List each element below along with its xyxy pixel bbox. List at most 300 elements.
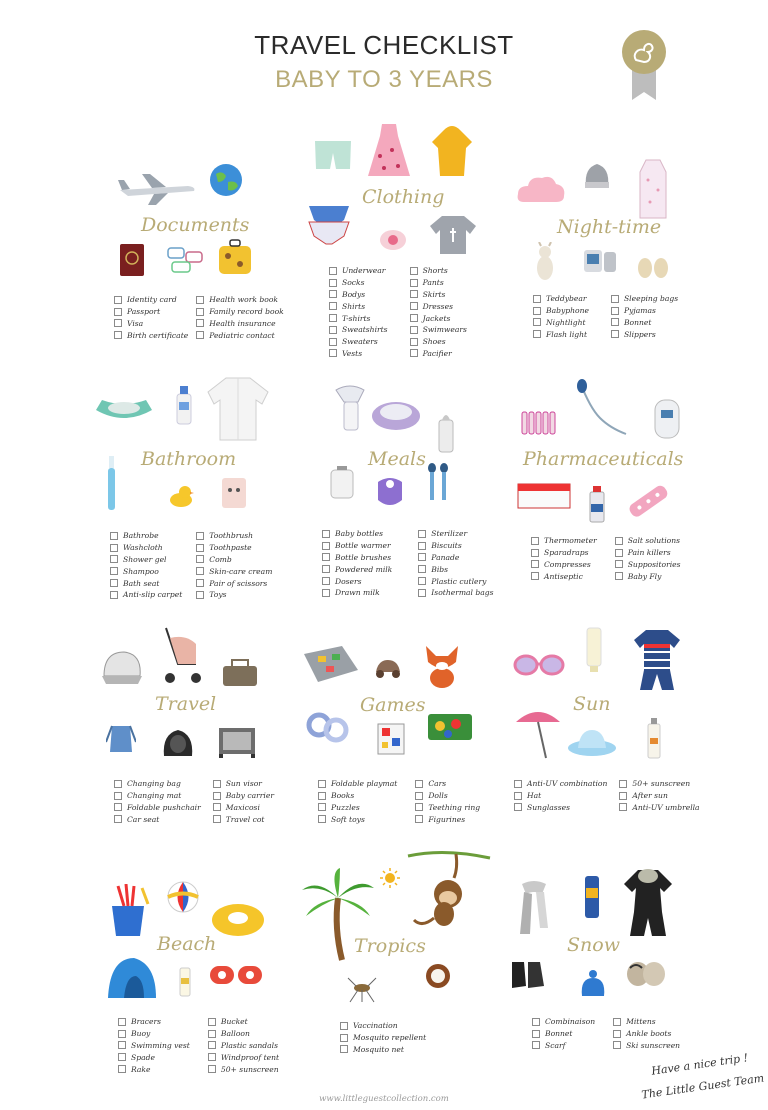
bib-icon (374, 476, 406, 515)
checklist-item[interactable]: Mittens (613, 1016, 680, 1028)
checkbox[interactable] (196, 331, 204, 339)
checklist-item[interactable]: Anti-slip carpet (110, 589, 182, 601)
signoff-line-1: Have a nice trip ! (650, 1051, 749, 1078)
sweater-icon (428, 212, 478, 261)
checklist-item[interactable]: Toothpaste (196, 542, 272, 554)
checklist-item[interactable]: Pacifier (410, 348, 467, 360)
checkbox[interactable] (514, 792, 522, 800)
checklist-column (196, 530, 272, 601)
checkbox[interactable] (208, 1053, 216, 1061)
travel-cot-icon (216, 724, 258, 765)
section-title-games: Games (360, 694, 426, 716)
plasters-icon (626, 482, 672, 527)
checkbox[interactable] (418, 530, 426, 538)
teething-ring-icon (306, 708, 350, 751)
umbrella-icon (514, 702, 562, 765)
checkbox[interactable] (410, 314, 418, 322)
checkbox[interactable] (118, 1065, 126, 1073)
checklist-item[interactable]: Swimming vest (118, 1040, 190, 1052)
raincoat-icon (428, 124, 476, 183)
checkbox[interactable] (531, 572, 539, 580)
checkbox[interactable] (613, 1041, 621, 1049)
bonnet-icon (582, 158, 612, 195)
checklist-beach (118, 1016, 279, 1075)
checklist-item[interactable]: Sterilizer (418, 528, 493, 540)
checkbox[interactable] (615, 549, 623, 557)
checkbox[interactable] (322, 542, 330, 550)
checkbox[interactable] (196, 308, 204, 316)
checklist-item[interactable]: Buoy (118, 1028, 190, 1040)
checkbox[interactable] (410, 338, 418, 346)
checklist-item[interactable]: Antiseptic (531, 570, 597, 582)
checklist-column (110, 530, 182, 601)
checkbox[interactable] (514, 803, 522, 811)
checklist-item[interactable]: Cars (415, 778, 480, 790)
checkbox[interactable] (415, 803, 423, 811)
checklist-item[interactable]: Dolls (415, 790, 480, 802)
checkbox[interactable] (110, 579, 118, 587)
shorts-icon (312, 137, 354, 178)
checkbox[interactable] (114, 815, 122, 823)
checklist-item[interactable]: Foldable pushchair (114, 802, 201, 814)
checkbox[interactable] (196, 544, 204, 552)
checklist-item[interactable]: Anti-UV combination (514, 778, 607, 790)
checklist-item[interactable]: T-shirts (329, 312, 388, 324)
checklist-item[interactable]: Sweaters (329, 336, 388, 348)
checklist-item[interactable]: Rake (118, 1063, 190, 1075)
puzzle-icon (426, 710, 474, 749)
footer-url[interactable]: www.littleguestcollection.com (319, 1094, 449, 1104)
checklist-item[interactable]: Babyphone (533, 305, 589, 317)
checkbox[interactable] (329, 349, 337, 357)
checkbox[interactable] (415, 815, 423, 823)
checkbox[interactable] (611, 295, 619, 303)
checkbox[interactable] (114, 308, 122, 316)
checklist-item[interactable]: Suppositories (615, 559, 681, 571)
checkbox[interactable] (329, 279, 337, 287)
checklist-item[interactable]: Drawn milk (322, 587, 392, 599)
checklist-item[interactable]: 50+ sunscreen (619, 778, 699, 790)
checklist-item[interactable]: Ankle boots (613, 1028, 680, 1040)
bath-seat-icon (94, 390, 154, 431)
checkbox[interactable] (340, 1022, 348, 1030)
checklist-item[interactable]: Bucket (208, 1016, 279, 1028)
checklist-column (322, 528, 392, 599)
ankle-boots-icon (508, 958, 548, 997)
checkbox[interactable] (410, 290, 418, 298)
checkbox[interactable] (114, 331, 122, 339)
checklist-item[interactable]: Shoes (410, 336, 467, 348)
checklist-item[interactable]: Teething ring (415, 802, 480, 814)
sunscreen-tube-icon (584, 626, 604, 679)
checklist-item[interactable]: Bottle warmer (322, 540, 392, 552)
airplane-icon (118, 172, 198, 211)
spray-icon (588, 484, 606, 529)
checklist-item[interactable]: Sparadraps (531, 547, 597, 559)
section-title-meals: Meals (368, 448, 426, 470)
checklist-column (114, 778, 201, 825)
bathrobe-icon (206, 374, 270, 447)
checkbox[interactable] (114, 319, 122, 327)
checklist-item[interactable]: Biscuits (418, 540, 493, 552)
checklist-item[interactable]: Combinaison (532, 1016, 595, 1028)
checklist-item[interactable]: 50+ sunscreen (208, 1063, 279, 1075)
checkbox[interactable] (213, 815, 221, 823)
checklist-column (208, 1016, 279, 1075)
checklist-travel (114, 778, 274, 825)
checkbox[interactable] (110, 567, 118, 575)
checklist-item[interactable]: Panade (418, 552, 493, 564)
checklist-item[interactable]: Bath seat (110, 577, 182, 589)
checklist-item[interactable]: Anti-UV umbrella (619, 802, 699, 814)
checklist-column (329, 265, 388, 359)
bottle-warmer-icon (370, 398, 422, 439)
checkbox[interactable] (340, 1045, 348, 1053)
checkbox[interactable] (196, 579, 204, 587)
checkbox[interactable] (118, 1030, 126, 1038)
checkbox[interactable] (110, 555, 118, 563)
checklist-column (619, 778, 699, 813)
checklist-item[interactable]: Maxicosi (213, 802, 274, 814)
section-title-tropics: Tropics (354, 935, 426, 957)
checklist-item[interactable]: Changing mat (114, 790, 201, 802)
checklist-item[interactable]: Skirts (410, 289, 467, 301)
shampoo-icon (174, 384, 194, 431)
checkbox[interactable] (418, 553, 426, 561)
checklist-item[interactable]: Sun visor (213, 778, 274, 790)
checkbox[interactable] (196, 555, 204, 563)
checklist-item[interactable]: Pyjamas (611, 305, 678, 317)
medicine-box-icon (516, 480, 572, 517)
checkbox[interactable] (533, 307, 541, 315)
checkbox[interactable] (196, 319, 204, 327)
checkbox[interactable] (329, 326, 337, 334)
book-icon (376, 722, 406, 761)
checkbox[interactable] (329, 314, 337, 322)
teddybear-icon (532, 242, 558, 287)
checkbox[interactable] (196, 567, 204, 575)
checkbox[interactable] (208, 1030, 216, 1038)
checkbox[interactable] (196, 591, 204, 599)
checklist-item[interactable]: Comb (196, 554, 272, 566)
checklist-item[interactable]: Isothermal bags (418, 587, 493, 599)
checklist-item[interactable]: Bottle brushes (322, 552, 392, 564)
checkbox[interactable] (418, 542, 426, 550)
ski-sunscreen-icon (582, 874, 602, 927)
checkbox[interactable] (418, 577, 426, 585)
nasal-aspirator-icon (570, 378, 630, 445)
checkbox[interactable] (615, 560, 623, 568)
mittens-icon (624, 958, 668, 993)
checkbox[interactable] (208, 1041, 216, 1049)
checkbox[interactable] (318, 792, 326, 800)
anti-uv-suit-icon (632, 626, 682, 699)
checkbox[interactable] (329, 338, 337, 346)
checklist-item[interactable]: Pair of scissors (196, 577, 272, 589)
checklist-item[interactable]: Nightlight (533, 317, 589, 329)
checklist-item[interactable]: Baby Fly (615, 570, 681, 582)
checklist-item[interactable]: Windproof tent (208, 1051, 279, 1063)
checkbox[interactable] (619, 780, 627, 788)
duck-logo-icon (622, 30, 666, 100)
checkbox[interactable] (329, 267, 337, 275)
checkbox[interactable] (410, 326, 418, 334)
checklist-item[interactable]: Baby carrier (213, 790, 274, 802)
checklist-item[interactable]: Socks (329, 277, 388, 289)
checkbox[interactable] (611, 330, 619, 338)
checklist-item[interactable]: Baby bottles (322, 528, 392, 540)
checklist-item[interactable]: Underwear (329, 265, 388, 277)
checklist-item[interactable]: Compresses (531, 559, 597, 571)
checkbox[interactable] (196, 532, 204, 540)
checklist-pharmaceuticals (531, 535, 681, 582)
checklist-column (318, 778, 397, 825)
checkbox[interactable] (114, 803, 122, 811)
bucket-spade-icon (104, 884, 156, 943)
toothbrush-icon (104, 454, 118, 517)
checklist-item[interactable]: Mosquito net (340, 1044, 426, 1056)
checklist-item[interactable]: Vaccination (340, 1020, 426, 1032)
checklist-meals (322, 528, 494, 599)
washcloth-icon (220, 476, 248, 515)
checkbox[interactable] (322, 577, 330, 585)
checkbox[interactable] (531, 560, 539, 568)
checkbox[interactable] (213, 792, 221, 800)
checklist-item[interactable]: Thermometer (531, 535, 597, 547)
checklist-item[interactable]: Identity card (114, 294, 188, 306)
sun-icon (380, 868, 400, 893)
globe-icon (208, 162, 244, 203)
checkbox[interactable] (213, 803, 221, 811)
checklist-item[interactable]: Skin-care cream (196, 565, 272, 577)
checkbox[interactable] (410, 279, 418, 287)
checklist-item[interactable]: Jackets (410, 312, 467, 324)
checklist-item[interactable]: Bibs (418, 563, 493, 575)
tent-icon (104, 954, 158, 1005)
checklist-item[interactable]: Flash light (533, 328, 589, 340)
checklist-item[interactable]: Shower gel (110, 554, 182, 566)
checkbox[interactable] (196, 296, 204, 304)
section-title-pharmaceuticals: Pharmaceuticals (523, 448, 684, 470)
checkbox[interactable] (611, 307, 619, 315)
checklist-item[interactable]: Bonnet (611, 317, 678, 329)
checkbox[interactable] (118, 1018, 126, 1026)
fox-plush-icon (420, 640, 464, 695)
sun-hat-icon (566, 728, 618, 763)
checkbox[interactable] (340, 1034, 348, 1042)
checklist-item[interactable]: Dresses (410, 300, 467, 312)
checkbox[interactable] (114, 792, 122, 800)
checklist-item[interactable]: Mosquito repellent (340, 1032, 426, 1044)
checkbox[interactable] (322, 565, 330, 573)
checklist-item[interactable]: Scarf (532, 1040, 595, 1052)
checkbox[interactable] (110, 532, 118, 540)
checklist-column (532, 1016, 595, 1051)
checkbox[interactable] (418, 589, 426, 597)
checklist-documents (114, 294, 284, 341)
checklist-item[interactable]: Toothbrush (196, 530, 272, 542)
checkbox[interactable] (532, 1030, 540, 1038)
checkbox[interactable] (615, 572, 623, 580)
checklist-item[interactable]: Health work book (196, 294, 284, 306)
checkbox[interactable] (118, 1041, 126, 1049)
checklist-sun (514, 778, 700, 813)
checkbox[interactable] (322, 553, 330, 561)
section-title-sun: Sun (573, 693, 611, 715)
baby-carrier-icon (106, 722, 136, 765)
checklist-column (340, 1020, 426, 1055)
checklist-item[interactable]: Visa (114, 318, 188, 330)
checklist-item[interactable]: Vests (329, 348, 388, 360)
page-subtitle: BABY TO 3 YEARS (275, 66, 493, 93)
signoff-line-2: The Little Guest Team (640, 1071, 765, 1102)
checklist-column (418, 528, 493, 599)
checklist-item[interactable]: After sun (619, 790, 699, 802)
checkbox[interactable] (613, 1018, 621, 1026)
checklist-item[interactable]: Sunglasses (514, 802, 607, 814)
checklist-item[interactable]: Bodys (329, 289, 388, 301)
ampoules-icon (520, 408, 560, 443)
checkbox[interactable] (410, 302, 418, 310)
checkbox[interactable] (619, 803, 627, 811)
checklist-item[interactable]: Shirts (329, 300, 388, 312)
checkbox[interactable] (110, 544, 118, 552)
checkbox[interactable] (114, 296, 122, 304)
checkbox[interactable] (619, 792, 627, 800)
section-title-travel: Travel (155, 693, 217, 715)
snowsuit-icon (620, 866, 676, 943)
checklist-item[interactable]: Family record book (196, 306, 284, 318)
checklist-item[interactable]: Pain killers (615, 547, 681, 559)
changing-bag-icon (220, 658, 260, 693)
checklist-item[interactable]: Ski sunscreen (613, 1040, 680, 1052)
checklist-column (410, 265, 467, 359)
checkbox[interactable] (418, 565, 426, 573)
checkbox[interactable] (318, 803, 326, 811)
breast-pump-icon (330, 382, 372, 437)
checkbox[interactable] (533, 318, 541, 326)
playmat-icon (302, 644, 360, 689)
checklist-item[interactable]: Plastic cutlery (418, 575, 493, 587)
checkbox[interactable] (118, 1053, 126, 1061)
checklist-item[interactable]: Powdered milk (322, 563, 392, 575)
pacifier-icon (378, 226, 408, 257)
checklist-item[interactable]: Health insurance (196, 318, 284, 330)
checkbox[interactable] (615, 537, 623, 545)
checklist-item[interactable]: Balloon (208, 1028, 279, 1040)
sleeping-bag-icon (638, 158, 668, 225)
checkbox[interactable] (318, 815, 326, 823)
checkbox[interactable] (531, 537, 539, 545)
snow-bonnet-icon (580, 970, 606, 1003)
checklist-item[interactable]: Pediatric contact (196, 329, 284, 341)
checkbox[interactable] (322, 589, 330, 597)
toy-car-icon (372, 656, 402, 685)
checklist-column (118, 1016, 190, 1075)
checkbox[interactable] (611, 318, 619, 326)
checklist-item[interactable]: Shorts (410, 265, 467, 277)
checkbox[interactable] (532, 1018, 540, 1026)
checklist-item[interactable]: Foldable playmat (318, 778, 397, 790)
checklist-item[interactable]: Puzzles (318, 802, 397, 814)
checkbox[interactable] (613, 1030, 621, 1038)
slippers-icon (636, 254, 670, 285)
checkbox[interactable] (114, 780, 122, 788)
checklist-item[interactable]: Bonnet (532, 1028, 595, 1040)
checkbox[interactable] (531, 549, 539, 557)
checklist-item[interactable]: Travel cot (213, 813, 274, 825)
checklist-item[interactable]: Sleeping bags (611, 293, 678, 305)
checkbox[interactable] (329, 290, 337, 298)
sunscreen-bottle-icon (646, 716, 662, 765)
checkbox[interactable] (410, 349, 418, 357)
baby-bottle-icon (436, 410, 456, 459)
checkbox[interactable] (213, 780, 221, 788)
checklist-item[interactable]: Books (318, 790, 397, 802)
checklist-nighttime (533, 293, 678, 340)
checklist-item[interactable]: Figurines (415, 813, 480, 825)
checkbox[interactable] (415, 780, 423, 788)
checklist-item[interactable]: Hat (514, 790, 607, 802)
checkbox[interactable] (533, 295, 541, 303)
checklist-item[interactable]: Bathrobe (110, 530, 182, 542)
checklist-tropics (340, 1020, 426, 1055)
checklist-item[interactable]: Spade (118, 1051, 190, 1063)
checklist-item[interactable]: Salt solutions (615, 535, 681, 547)
checklist-column (415, 778, 480, 825)
checklist-item[interactable]: Slippers (611, 328, 678, 340)
stamps-icon (166, 246, 206, 281)
sterilizer-icon (328, 464, 356, 505)
checklist-item[interactable]: Swimwears (410, 324, 467, 336)
checklist-column (613, 1016, 680, 1051)
checklist-item[interactable]: Washcloth (110, 542, 182, 554)
checklist-item[interactable]: Plastic sandals (208, 1040, 279, 1052)
checklist-item[interactable]: Birth certificate (114, 329, 188, 341)
checkbox[interactable] (410, 267, 418, 275)
checkbox[interactable] (533, 330, 541, 338)
checkbox[interactable] (208, 1065, 216, 1073)
checkbox[interactable] (415, 792, 423, 800)
checklist-column (196, 294, 284, 341)
checklist-item[interactable]: Toys (196, 589, 272, 601)
checklist-item[interactable]: Sweatshirts (329, 324, 388, 336)
checklist-item[interactable]: Shampoo (110, 565, 182, 577)
underwear-icon (306, 202, 352, 253)
checklist-item[interactable]: Dosers (322, 575, 392, 587)
checklist-item[interactable]: Bracers (118, 1016, 190, 1028)
checkbox[interactable] (322, 530, 330, 538)
checkbox[interactable] (532, 1041, 540, 1049)
checklist-games (318, 778, 480, 825)
checklist-item[interactable]: Soft toys (318, 813, 397, 825)
checklist-item[interactable]: Changing bag (114, 778, 201, 790)
checklist-item[interactable]: Pants (410, 277, 467, 289)
checklist-item[interactable]: Teddybear (533, 293, 589, 305)
checkbox[interactable] (329, 302, 337, 310)
checkbox[interactable] (514, 780, 522, 788)
scarf-icon (516, 880, 552, 941)
checkbox[interactable] (208, 1018, 216, 1026)
checklist-item[interactable]: Car seat (114, 813, 201, 825)
cloud-nightlight-icon (516, 172, 566, 209)
checkbox[interactable] (110, 591, 118, 599)
checkbox[interactable] (318, 780, 326, 788)
sunscreen-small-icon (178, 966, 192, 1005)
beach-ball-icon (166, 880, 200, 919)
checklist-item[interactable]: Passport (114, 306, 188, 318)
checklist-column (114, 294, 188, 341)
